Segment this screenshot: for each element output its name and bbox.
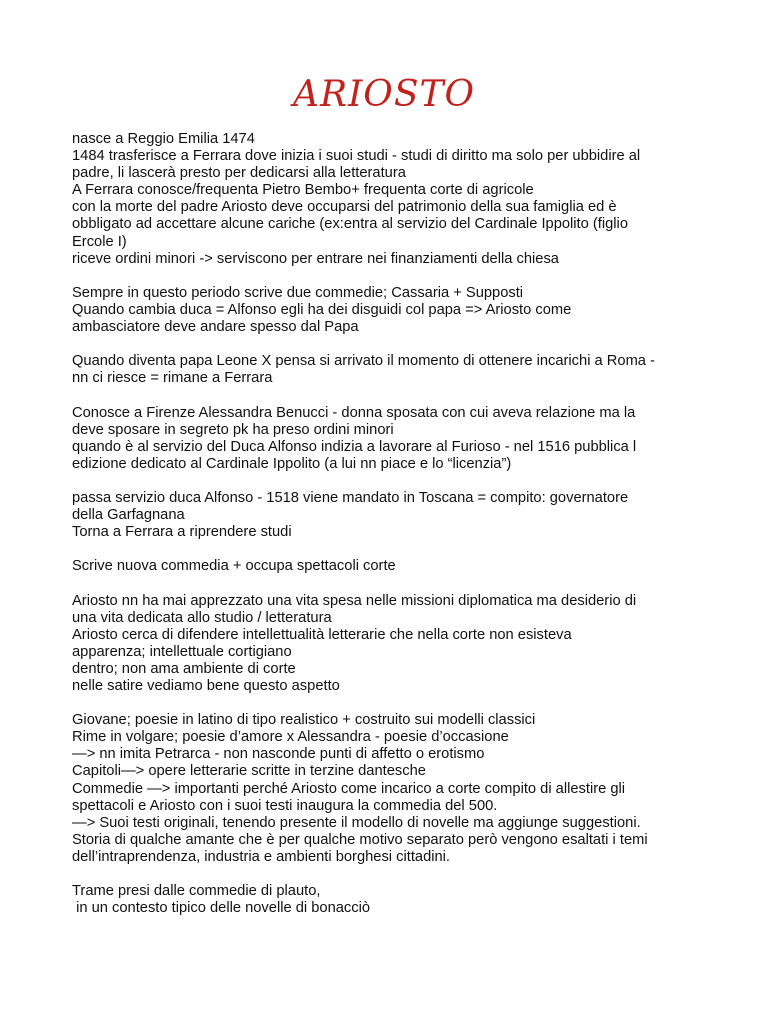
text-line: in un contesto tipico delle novelle di bonacciò bbox=[72, 900, 371, 917]
text-line: edizione dedicato al Cardinale Ippolito (a lui nn piace e lo “licenzia”) bbox=[72, 455, 512, 472]
text-line: 1484 trasferisce a Ferrara dove inizia i suoi studi - studi di diritto ma solo per ubbidire al bbox=[72, 148, 641, 165]
text-line: Capitoli—> opere letterarie scritte in terzine dantesche bbox=[72, 763, 426, 780]
text-line: ambasciatore deve andare spesso dal Papa bbox=[72, 319, 359, 336]
page-title: ARIOSTO bbox=[292, 74, 476, 115]
text-line: Trame presi dalle commedie di plauto, bbox=[72, 883, 321, 900]
text-line: spettacoli e Ariosto con i suoi testi inaugura la commedia del 500. bbox=[72, 797, 498, 814]
document-body bbox=[72, 131, 712, 917]
paragraph bbox=[72, 353, 712, 387]
paragraph bbox=[72, 883, 712, 917]
paragraph bbox=[72, 712, 712, 866]
text-line: riceve ordini minori -> serviscono per entrare nei finanziamenti della chiesa bbox=[72, 250, 559, 267]
text-line: Torna a Ferrara a riprendere studi bbox=[72, 524, 292, 541]
text-line: Ariosto cerca di difendere intellettualità letterarie che nella corte non esisteva bbox=[72, 626, 572, 643]
text-line: Ariosto nn ha mai apprezzato una vita spesa nelle missioni diplomatica ma desiderio di bbox=[72, 592, 637, 609]
text-line: padre, li lascerà presto per dedicarsi alla letteratura bbox=[72, 165, 406, 182]
text-line: Quando cambia duca = Alfonso egli ha dei disguidi col papa => Ariosto come bbox=[72, 301, 572, 318]
text-line: deve sposare in segreto pk ha preso ordini minori bbox=[72, 421, 394, 438]
text-line: obbligato ad accettare alcune cariche (ex:entra al servizio del Cardinale Ippolito (figlio bbox=[72, 216, 628, 233]
text-line: apparenza; intellettuale cortigiano bbox=[72, 643, 292, 660]
text-line: —> Suoi testi originali, tenendo presente il modello di novelle ma aggiunge suggestioni. bbox=[72, 814, 641, 831]
text-line: con la morte del padre Ariosto deve occuparsi del patrimonio della sua famiglia ed è bbox=[72, 199, 617, 216]
text-line: Giovane; poesie in latino di tipo realistico + costruito sui modelli classici bbox=[72, 712, 536, 729]
text-line: Storia di qualche amante che è per qualche motivo separato però vengono esaltati i temi bbox=[72, 831, 648, 848]
paragraph bbox=[72, 405, 712, 473]
paragraph bbox=[72, 593, 712, 696]
text-line: della Garfagnana bbox=[72, 507, 185, 524]
text-line: quando è al servizio del Duca Alfonso indizia a lavorare al Furioso - nel 1516 pubblica l bbox=[72, 438, 637, 455]
text-line: una vita dedicata allo studio / letteratura bbox=[72, 609, 332, 626]
text-line: Sempre in questo periodo scrive due commedie; Cassaria + Supposti bbox=[72, 284, 524, 301]
text-line: Scrive nuova commedia + occupa spettacoli corte bbox=[72, 558, 396, 575]
text-line: —> nn imita Petrarca - non nasconde punti di affetto o erotismo bbox=[72, 746, 485, 763]
text-line: Commedie —> importanti perché Ariosto come incarico a corte compito di allestire gli bbox=[72, 780, 626, 797]
text-line: nasce a Reggio Emilia 1474 bbox=[72, 131, 255, 147]
paragraph bbox=[72, 131, 712, 268]
text-line: dentro; non ama ambiente di corte bbox=[72, 660, 296, 677]
text-line: A Ferrara conosce/frequenta Pietro Bembo+ frequenta corte di agricole bbox=[72, 182, 534, 199]
paragraph bbox=[72, 285, 712, 336]
text-line: nn ci riesce = rimane a Ferrara bbox=[72, 370, 273, 387]
paragraph bbox=[72, 558, 712, 575]
text-line: nelle satire vediamo bene questo aspetto bbox=[72, 678, 340, 694]
text-line: Rime in volgare; poesie d’amore x Alessandra - poesie d’occasione bbox=[72, 729, 509, 746]
text-line: dell’intraprendenza, industria e ambienti borghesi cittadini. bbox=[72, 848, 451, 865]
paragraph bbox=[72, 490, 712, 541]
text-line: passa servizio duca Alfonso - 1518 viene mandato in Toscana = compito: governatore bbox=[72, 489, 629, 506]
text-line: Quando diventa papa Leone X pensa si arrivato il momento di ottenere incarichi a Roma - bbox=[72, 353, 655, 370]
text-line: Conosce a Firenze Alessandra Benucci - donna sposata con cui aveva relazione ma la bbox=[72, 404, 636, 421]
text-line: Ercole I) bbox=[72, 233, 127, 250]
